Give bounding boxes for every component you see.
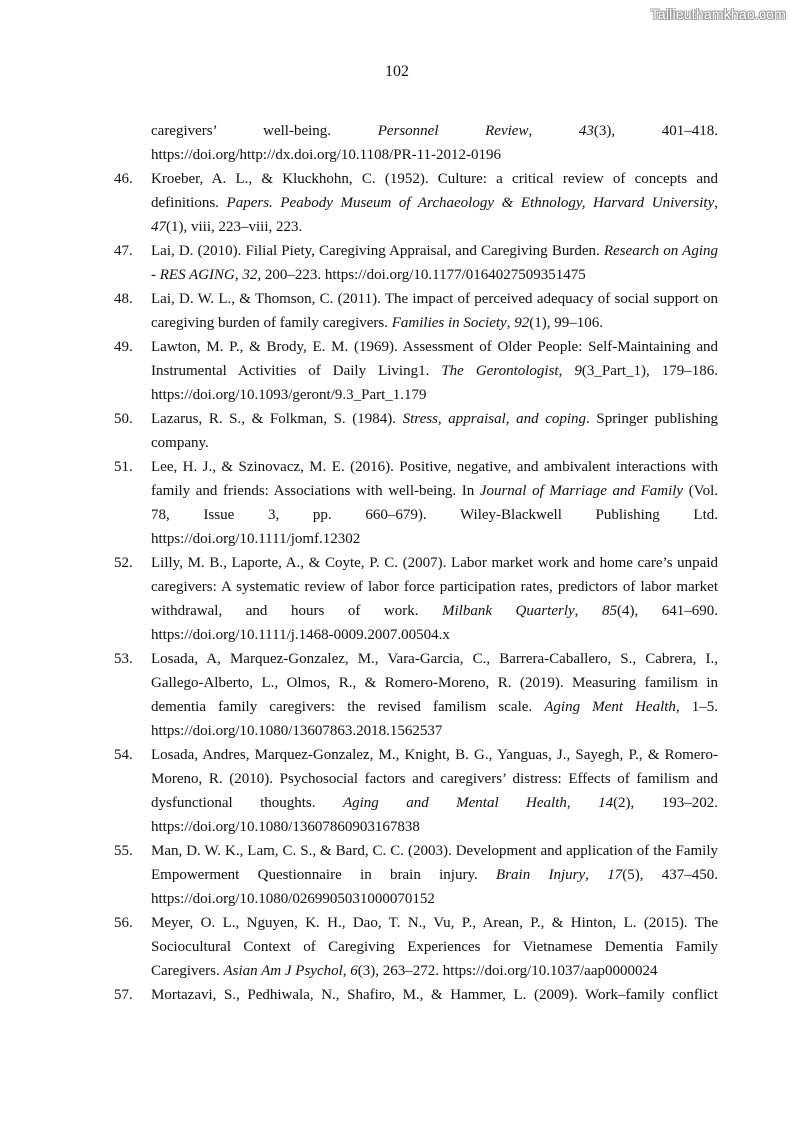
reference-segment: Kroeber, A. L., & Kluckhohn, C. (1952). Culture: a critical review of concepts and definitions.: [151, 171, 718, 211]
reference-italic-segment: 92: [514, 315, 530, 331]
reference-segment: (Vol. 78, Issue 3, pp. 660–679). Wiley-Blackwell Publishing Ltd. https://doi.org/10.1111/jomf.12302: [151, 483, 719, 547]
reference-item: [114, 839, 718, 911]
reference-text: [151, 911, 718, 983]
reference-italic-segment: Papers. Peabody Museum of Archaeology & Ethnology, Harvard University: [226, 195, 715, 211]
reference-segment: Man, D. W. K., Lam, C. S., & Bard, C. C. (2003). Development and application of the Family Empowerment Questionnaire in brain injury.: [151, 843, 718, 883]
reference-segment: ,: [234, 267, 243, 283]
reference-number: 46.: [114, 171, 133, 187]
reference-segment: (5), 437–450. https://doi.org/10.1080/0269905031000070152: [151, 867, 718, 907]
reference-italic-segment: 32: [242, 267, 258, 283]
reference-item: [114, 287, 718, 335]
reference-segment: (3), 401–418. https://doi.org/http://dx.doi.org/10.1108/PR-11-2012-0196: [151, 123, 718, 163]
reference-italic-segment: Journal of Marriage and Family: [479, 483, 684, 499]
reference-text: [151, 335, 718, 407]
reference-italic-segment: Aging and Mental Health: [342, 795, 567, 811]
reference-text: [151, 239, 718, 287]
reference-segment: Losada, Andres, Marquez-Gonzalez, M., Knight, B. G., Yanguas, J., Sayegh, P., & Romero-Moreno, R. (2010). Psychosocial factors and caregivers’ distress: Effects of familism and dysfunctional thoughts.: [151, 747, 718, 811]
reference-segment: (3), 263–272. https://doi.org/10.1037/aap0000024: [357, 963, 658, 979]
reference-number: 50.: [114, 411, 133, 427]
reference-italic-segment: 85: [601, 603, 617, 619]
reference-item: [114, 335, 718, 407]
reference-item: [114, 743, 718, 839]
reference-italic-segment: 47: [151, 219, 166, 235]
reference-segment: ,: [714, 195, 718, 211]
reference-italic-segment: Brain Injury: [496, 867, 586, 883]
reference-text: [151, 551, 718, 647]
reference-item: [114, 239, 718, 287]
reference-italic-segment: Aging Ment Health: [544, 699, 676, 715]
reference-segment: Lawton, M. P., & Brody, E. M. (1969). Assessment of Older People: Self-Maintaining and Instrumental Activities of Daily Living1.: [151, 339, 718, 379]
reference-number: 56.: [114, 915, 133, 931]
reference-segment: (2), 193–202. https://doi.org/10.1080/13607860903167838: [151, 795, 718, 835]
reference-text: [151, 983, 718, 1007]
reference-italic-segment: Milbank Quarterly: [441, 603, 575, 619]
reference-italic-segment: 43: [578, 123, 594, 139]
reference-segment: ,: [585, 867, 608, 883]
reference-item: [114, 407, 718, 455]
reference-item: [114, 167, 718, 239]
reference-item: [114, 983, 718, 1007]
reference-number: 47.: [114, 243, 133, 259]
reference-item: [114, 911, 718, 983]
reference-text: [151, 119, 718, 167]
reference-continuation: [114, 119, 718, 167]
reference-italic-segment: The Gerontologist: [441, 363, 559, 379]
reference-number: 51.: [114, 459, 133, 475]
reference-segment: (4), 641–690. https://doi.org/10.1111/j.1468-0009.2007.00504.x: [151, 603, 718, 643]
reference-segment: ,: [342, 963, 351, 979]
reference-segment: Lilly, M. B., Laporte, A., & Coyte, P. C. (2007). Labor market work and home care’s unpaid caregivers: A systematic review of labor force participation rates, predictors of labor market withdrawal, and hours of work.: [151, 555, 718, 619]
watermark-text: Tailieuthamkhao.com: [650, 6, 786, 22]
reference-list: [114, 119, 718, 1007]
reference-item: [114, 455, 718, 551]
reference-number: 49.: [114, 339, 133, 355]
reference-text: [151, 647, 718, 743]
reference-text: [151, 839, 718, 911]
reference-italic-segment: Research on Aging - RES AGING: [151, 243, 718, 283]
reference-segment: Meyer, O. L., Nguyen, K. H., Dao, T. N., Vu, P., Arean, P., & Hinton, L. (2015). The Sociocultural Context of Caregiving Experiences for Vietnamese Dementia Family Caregivers.: [151, 915, 718, 979]
reference-number: 48.: [114, 291, 133, 307]
reference-segment: Losada, A, Marquez-Gonzalez, M., Vara-Garcia, C., Barrera-Caballero, S., Cabrera, I., Gallego-Alberto, L., Olmos, R., & Romero-Moreno, R. (2019). Measuring familism in dementia family caregivers: the revised familism scale.: [151, 651, 718, 715]
reference-italic-segment: 14: [598, 795, 614, 811]
reference-segment: . Springer publishing company.: [151, 411, 718, 451]
reference-text: [151, 167, 718, 239]
reference-italic-segment: Asian Am J Psychol: [223, 963, 343, 979]
reference-segment: (1), 99–106.: [529, 315, 603, 331]
reference-italic-segment: 9: [574, 363, 582, 379]
reference-italic-segment: 17: [607, 867, 623, 883]
reference-segment: Mortazavi, S., Pedhiwala, N., Shafiro, M., & Hammer, L. (2009). Work–family conflict: [151, 987, 718, 1003]
reference-number: 54.: [114, 747, 133, 763]
reference-text: [151, 407, 718, 455]
reference-segment: (1), viii, 223–viii, 223.: [166, 219, 303, 235]
reference-segment: Lazarus, R. S., & Folkman, S. (1984).: [151, 411, 403, 427]
reference-segment: ,: [574, 603, 602, 619]
reference-number: 55.: [114, 843, 133, 859]
reference-segment: Lee, H. J., & Szinovacz, M. E. (2016). Positive, negative, and ambivalent interactions with family and friends: Associations with well-being. In: [151, 459, 718, 499]
reference-segment: ,: [566, 795, 599, 811]
reference-segment: ,: [528, 123, 579, 139]
reference-italic-segment: Personnel Review: [377, 123, 529, 139]
reference-number: 53.: [114, 651, 133, 667]
reference-italic-segment: Families in Society: [391, 315, 507, 331]
reference-segment: caregivers’ well-being.: [151, 123, 378, 139]
reference-number: 52.: [114, 555, 133, 571]
reference-segment: ,: [558, 363, 575, 379]
page-number: 102: [385, 63, 409, 80]
reference-text: [151, 287, 718, 335]
reference-text: [151, 455, 718, 551]
reference-italic-segment: Stress, appraisal, and coping: [402, 411, 587, 427]
reference-segment: ,: [506, 315, 515, 331]
reference-text: [151, 743, 718, 839]
reference-number: 57.: [114, 987, 133, 1003]
reference-segment: Lai, D. W. L., & Thomson, C. (2011). The impact of perceived adequacy of social support on caregiving burden of family caregivers.: [151, 291, 718, 331]
reference-italic-segment: 6: [350, 963, 358, 979]
reference-segment: (3_Part_1), 179–186. https://doi.org/10.1093/geront/9.3_Part_1.179: [151, 363, 719, 403]
reference-item: [114, 647, 718, 743]
reference-segment: Lai, D. (2010). Filial Piety, Caregiving Appraisal, and Caregiving Burden.: [151, 243, 604, 259]
reference-segment: , 200–223. https://doi.org/10.1177/0164027509351475: [257, 267, 586, 283]
reference-segment: , 1–5. https://doi.org/10.1080/13607863.2018.1562537: [151, 699, 718, 739]
reference-item: [114, 551, 718, 647]
